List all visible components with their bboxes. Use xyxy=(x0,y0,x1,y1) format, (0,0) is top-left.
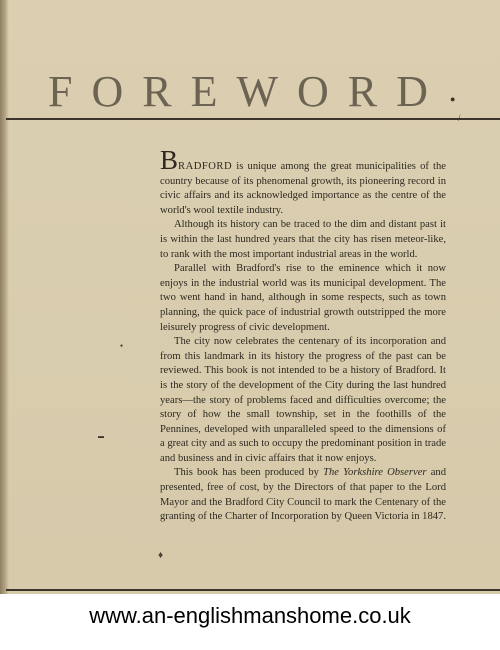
page-binding-edge xyxy=(0,0,9,650)
ornament-icon: ♦ xyxy=(158,550,164,561)
bottom-rule xyxy=(6,589,500,591)
paragraph-2: Although its history can be traced to the dim and distant past it is within the last hundred years that the city has risen meteor-like, to rank with the most important industrial areas in the world. xyxy=(160,219,446,260)
page-title: FOREWORD xyxy=(48,67,447,116)
opening-word: RADFORD xyxy=(178,161,233,172)
foreword-body xyxy=(160,145,446,525)
print-speck: ▬ xyxy=(98,434,104,440)
paragraph-5 xyxy=(160,466,446,524)
publication-name: The Yorkshire Observer xyxy=(323,467,427,479)
print-speck: ● xyxy=(450,94,456,104)
print-speck: ● xyxy=(120,344,124,349)
paragraph-5-rest: and presented, free of cost, by the Directors of that paper to the Lord Mayor and the Bradford City Council to mark the Centenary of the granting of the Charter of Incorporation by Queen Victoria in 1847. xyxy=(160,467,446,523)
watermark-url: www.an-englishmanshome.co.uk xyxy=(89,603,411,628)
paragraph-1-text: is unique among the great municipalities of the country because of its phenomenal growth, its pioneering record in civic affairs and its acknowledged importance as the centre of the world's wool textile industry. xyxy=(160,161,446,216)
paragraph-1 xyxy=(160,145,446,218)
print-speck: / xyxy=(458,113,461,123)
drop-cap: B xyxy=(160,145,179,175)
paragraph-5-lead: This book has been produced by xyxy=(174,467,324,479)
top-rule xyxy=(6,118,500,120)
paragraph-3: Parallel with Bradford's rise to the eminence which it now enjoys in the industrial world was its municipal development. The two went hand in hand, although in some respects, such as town planning, the quick pace of industrial growth outstripped the more leisurely progress of civic development. xyxy=(160,263,446,333)
paragraph-4: The city now celebrates the centenary of its incorporation and from this landmark in its history the progress of the past can be reviewed. This book is not intended to be a history of Bradford. It is the story of the development of the City during the last hundred years—the story of problems faced and difficulties overcome; the story of how the small township, set in the foothills of the Pennines, developed with unparalleled speed to the dimensions of a great city and as such to occupy the predominant position in trade and business and in civic affairs that it now enjoys. xyxy=(160,336,446,464)
